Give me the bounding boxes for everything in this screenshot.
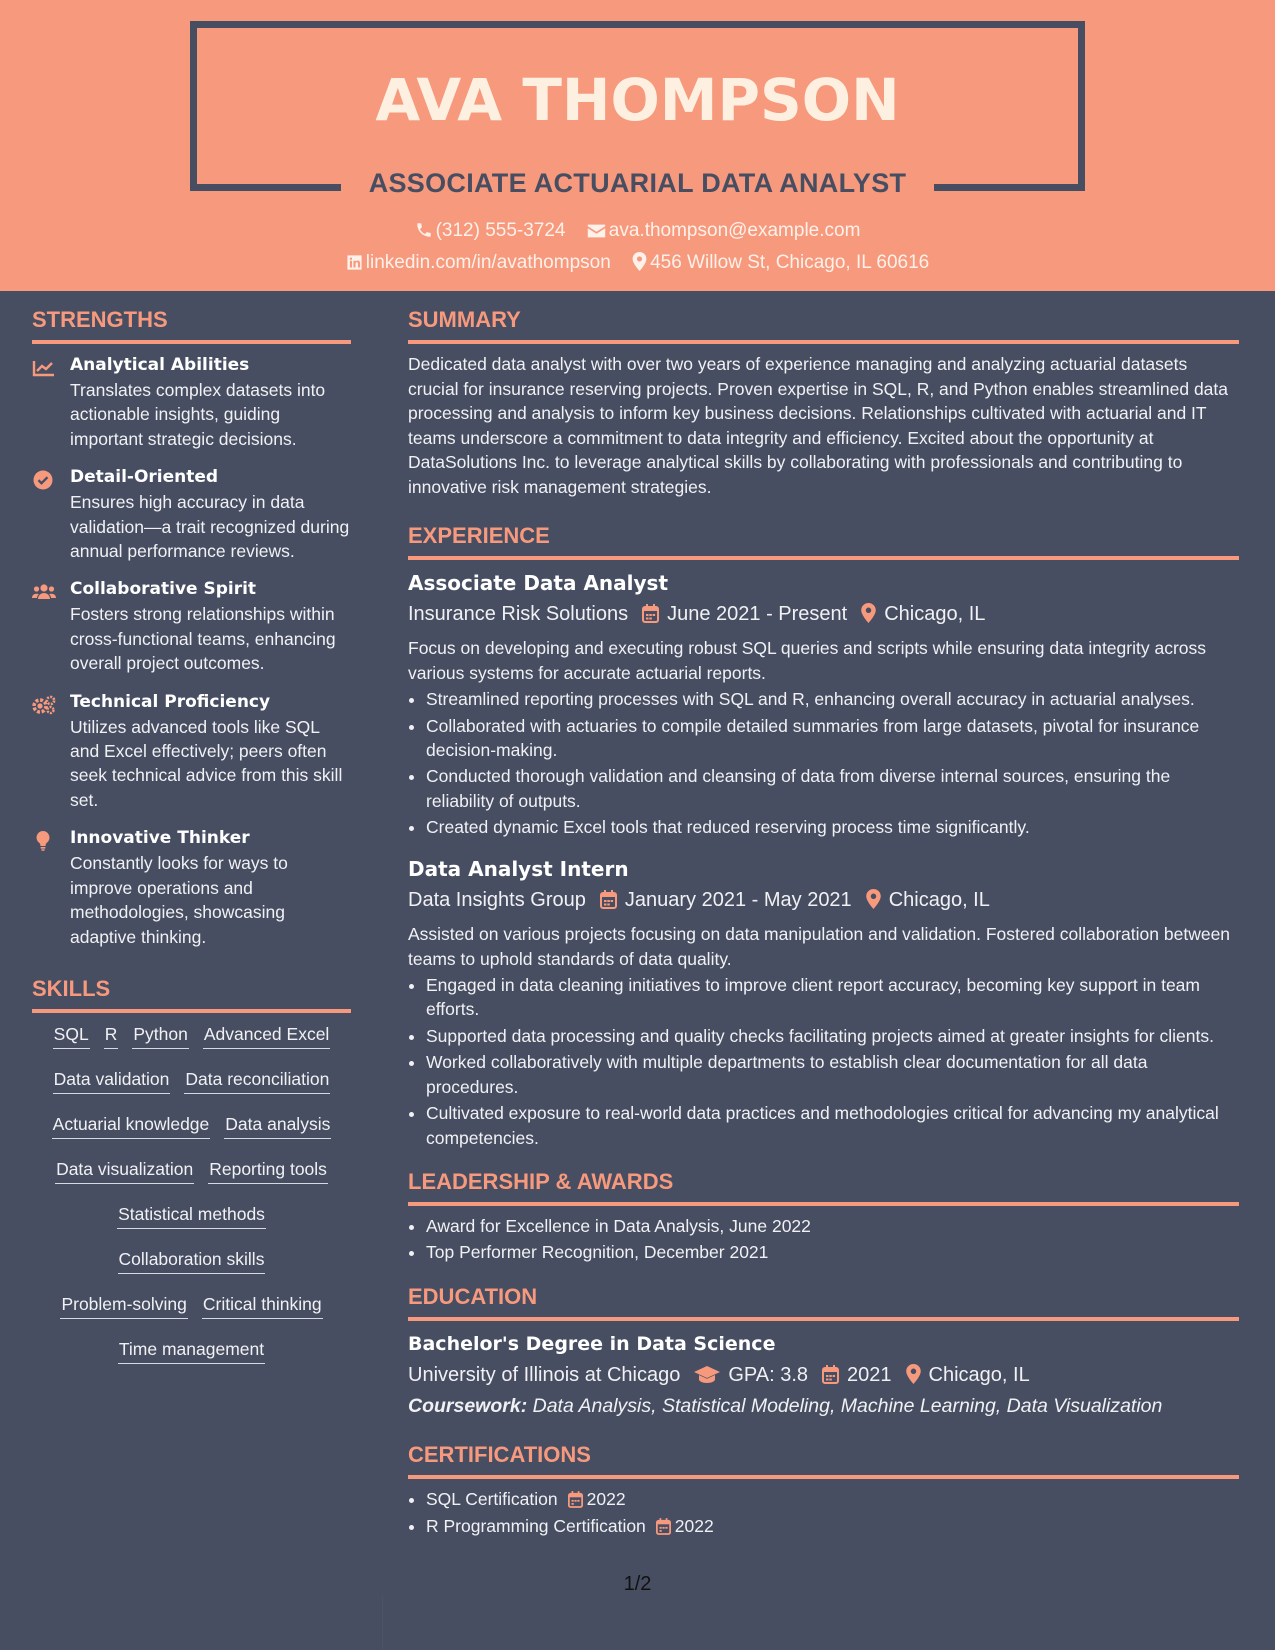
skill-tag: Data reconciliation — [184, 1066, 330, 1094]
summary-heading: SUMMARY — [408, 300, 1239, 344]
linkedin-contact[interactable] — [346, 250, 611, 276]
strength-title: Collaborative Spirit — [70, 579, 257, 600]
certification-item — [426, 1514, 1239, 1538]
school-location-text: Chicago, IL — [928, 1364, 1030, 1387]
skill-tag: SQL — [53, 1021, 90, 1049]
job-bullet: • Streamlined reporting processes with SQL and R, enhancing overall accuracy in actuarial analyses. — [426, 687, 1239, 711]
certification-year: 2022 — [674, 1515, 714, 1536]
skill-row — [32, 1066, 351, 1111]
calendar-icon — [642, 604, 659, 623]
awards-list — [408, 1214, 1239, 1265]
job-location — [861, 598, 985, 630]
graduation-cap-icon — [694, 1366, 720, 1384]
job-meta — [408, 598, 1239, 631]
calendar-icon — [656, 1518, 671, 1535]
graduation-year-text: 2021 — [847, 1364, 892, 1387]
coursework — [408, 1391, 1239, 1421]
divider — [382, 1595, 383, 1650]
certifications-list — [408, 1487, 1239, 1538]
phone-text: (312) 555-3724 — [435, 220, 566, 241]
strength-description: Fosters strong relationships within cross-functional teams, enhancing overall project outcomes. — [70, 604, 336, 674]
job-dates-text: June 2021 - Present — [667, 603, 848, 626]
strength-item — [32, 464, 351, 563]
certification-item — [426, 1487, 1239, 1511]
award-item: • Award for Excellence in Data Analysis, June 2022 — [426, 1214, 1239, 1238]
skill-row — [32, 1156, 351, 1201]
skill-tag: Reporting tools — [208, 1156, 328, 1184]
strength-item — [32, 825, 351, 949]
skill-row — [32, 1021, 351, 1066]
skill-row — [32, 1291, 351, 1336]
envelope-icon — [587, 223, 606, 239]
linkedin-text: linkedin.com/in/avathompson — [365, 252, 611, 273]
email-contact[interactable] — [587, 218, 861, 244]
map-marker-icon — [866, 889, 881, 909]
skill-tag: Advanced Excel — [203, 1021, 331, 1049]
job-company: Insurance Risk Solutions — [408, 603, 629, 626]
job-meta — [408, 884, 1239, 917]
skill-row — [32, 1246, 351, 1291]
certifications-heading: CERTIFICATIONS — [408, 1435, 1239, 1479]
skill-tag: Problem-solving — [60, 1291, 187, 1319]
job-bullets — [408, 973, 1239, 1150]
school-location — [906, 1359, 1030, 1391]
lightbulb-icon — [32, 831, 56, 851]
check-circle-icon — [32, 470, 56, 490]
skill-tag: Data validation — [53, 1066, 171, 1094]
job-bullet: • Supported data processing and quality checks facilitating projects aimed at greater insights for clients. — [426, 1024, 1239, 1048]
strength-title: Technical Proficiency — [70, 691, 271, 712]
contact-row — [0, 218, 1275, 244]
left-column — [32, 300, 351, 1381]
skill-row — [32, 1201, 351, 1246]
strength-item — [32, 576, 351, 675]
graduation-year — [822, 1359, 892, 1391]
skill-tag: Actuarial knowledge — [52, 1111, 211, 1139]
skill-tag: Time management — [118, 1336, 265, 1364]
skill-row — [32, 1336, 351, 1381]
certification-year: 2022 — [586, 1489, 626, 1510]
job-description: Focus on developing and executing robust SQL queries and scripts while ensuring data integrity across various systems for accurate actuarial reports. — [408, 638, 1207, 683]
summary-text: Dedicated data analyst with over two years of experience managing and analyzing actuarial datasets crucial for insurance reserving projects. Proven expertise in SQL, R, and Python enables streamlined data processing and analysis to inform key business decisions. Relationships cultivated with actuarial and IT teams underscore a commitment to data integrity and efficiency. Excited about the opportunity at DataSolutions Inc. to leverage analytical skills by collaborating with professionals and contributing to innovative risk management strategies. — [408, 354, 1229, 497]
skills-list — [32, 1021, 351, 1381]
strength-item — [32, 689, 351, 813]
address-text: 456 Willow St, Chicago, IL 60616 — [650, 252, 930, 273]
education-meta — [408, 1359, 1239, 1392]
linkedin-icon — [346, 254, 363, 271]
calendar-icon — [600, 890, 617, 909]
job-description: Assisted on various projects focusing on data manipulation and validation. Fostered collaboration between teams to uphold standards of data quality. — [408, 924, 1231, 969]
skill-tag: Collaboration skills — [118, 1246, 266, 1274]
skill-row — [32, 1111, 351, 1156]
job-bullet: • Collaborated with actuaries to compile detailed summaries from large datasets, pivotal for insurance decision-making. — [426, 714, 1239, 763]
education-heading: EDUCATION — [408, 1277, 1239, 1321]
phone-icon — [415, 221, 433, 239]
job-bullets — [408, 687, 1239, 839]
contact-row — [0, 250, 1275, 276]
job-bullet: • Created dynamic Excel tools that reduced reserving process time significantly. — [426, 815, 1239, 839]
calendar-icon — [568, 1491, 583, 1508]
skill-tag: R — [104, 1021, 119, 1049]
skill-tag: Data visualization — [55, 1156, 194, 1184]
skill-tag: Python — [132, 1021, 188, 1049]
coursework-text: Data Analysis, Statistical Modeling, Machine Learning, Data Visualization — [532, 1395, 1163, 1418]
map-marker-icon — [861, 603, 876, 623]
strength-title: Detail-Oriented — [70, 467, 219, 488]
strength-item — [32, 352, 351, 451]
job-title: Associate Data Analyst — [408, 570, 669, 595]
candidate-title: ASSOCIATE ACTUARIAL DATA ANALYST — [368, 168, 907, 198]
strength-description: Utilizes advanced tools like SQL and Excel effectively; peers often seek technical advice from this skill set. — [70, 716, 343, 810]
award-item: • Top Performer Recognition, December 2021 — [426, 1240, 1239, 1264]
strength-title: Innovative Thinker — [70, 828, 250, 849]
awards-heading: LEADERSHIP & AWARDS — [408, 1162, 1239, 1206]
chart-line-icon — [32, 358, 56, 378]
strengths-heading: STRENGTHS — [32, 300, 351, 344]
phone-contact[interactable] — [415, 218, 566, 244]
calendar-icon — [822, 1365, 839, 1384]
strength-title: Analytical Abilities — [70, 355, 250, 375]
job-location-text: Chicago, IL — [884, 603, 986, 626]
right-column — [408, 300, 1239, 1540]
certification-name: R Programming Certification — [426, 1515, 646, 1536]
gpa-text: GPA: 3.8 — [728, 1364, 809, 1387]
job-entry — [408, 854, 1239, 1150]
email-text: ava.thompson@example.com — [608, 220, 861, 241]
job-location-text: Chicago, IL — [888, 889, 990, 912]
school-name: University of Illinois at Chicago — [408, 1364, 681, 1387]
job-bullet: • Worked collaboratively with multiple departments to establish clear documentation for all data procedures. — [426, 1050, 1239, 1099]
job-bullet: • Engaged in data cleaning initiatives to improve client report accuracy, becoming key support in team efforts. — [426, 973, 1239, 1022]
job-dates-text: January 2021 - May 2021 — [624, 889, 852, 912]
job-bullet: • Cultivated exposure to real-world data practices and methodologies critical for advancing my analytical competencies. — [426, 1101, 1239, 1150]
job-company: Data Insights Group — [408, 889, 586, 912]
strength-description: Translates complex datasets into actionable insights, guiding important strategic decisions. — [70, 380, 326, 449]
experience-heading: EXPERIENCE — [408, 516, 1239, 560]
coursework-label: Coursework: — [408, 1395, 528, 1418]
job-dates — [642, 598, 847, 630]
map-marker-icon — [906, 1364, 921, 1384]
job-bullet: • Conducted thorough validation and cleansing of data from diverse internal sources, ensuring the reliability of outputs. — [426, 764, 1239, 813]
users-icon — [32, 582, 56, 602]
degree-title: Bachelor's Degree in Data Science — [408, 1332, 776, 1355]
gears-icon — [32, 695, 56, 715]
skill-tag: Critical thinking — [202, 1291, 323, 1319]
job-title: Data Analyst Intern — [408, 856, 629, 881]
skills-heading: SKILLS — [32, 969, 351, 1013]
job-dates — [600, 884, 852, 916]
resume-header — [0, 0, 1275, 291]
candidate-name: AVA THOMPSON — [375, 66, 900, 134]
map-marker-icon — [632, 252, 647, 271]
header-frame — [190, 21, 1085, 28]
skill-tag: Data analysis — [224, 1111, 331, 1139]
job-entry — [408, 568, 1239, 840]
strength-description: Ensures high accuracy in data validation—a trait recognized during annual performance reviews. — [70, 492, 350, 562]
skill-tag: Statistical methods — [117, 1201, 266, 1229]
strength-description: Constantly looks for ways to improve operations and methodologies, showcasing adaptive thinking. — [70, 853, 288, 947]
job-location — [866, 884, 990, 916]
address-contact — [632, 250, 929, 276]
page-number: 1/2 — [623, 1573, 652, 1595]
certification-name: SQL Certification — [426, 1489, 558, 1510]
gpa — [694, 1359, 808, 1391]
